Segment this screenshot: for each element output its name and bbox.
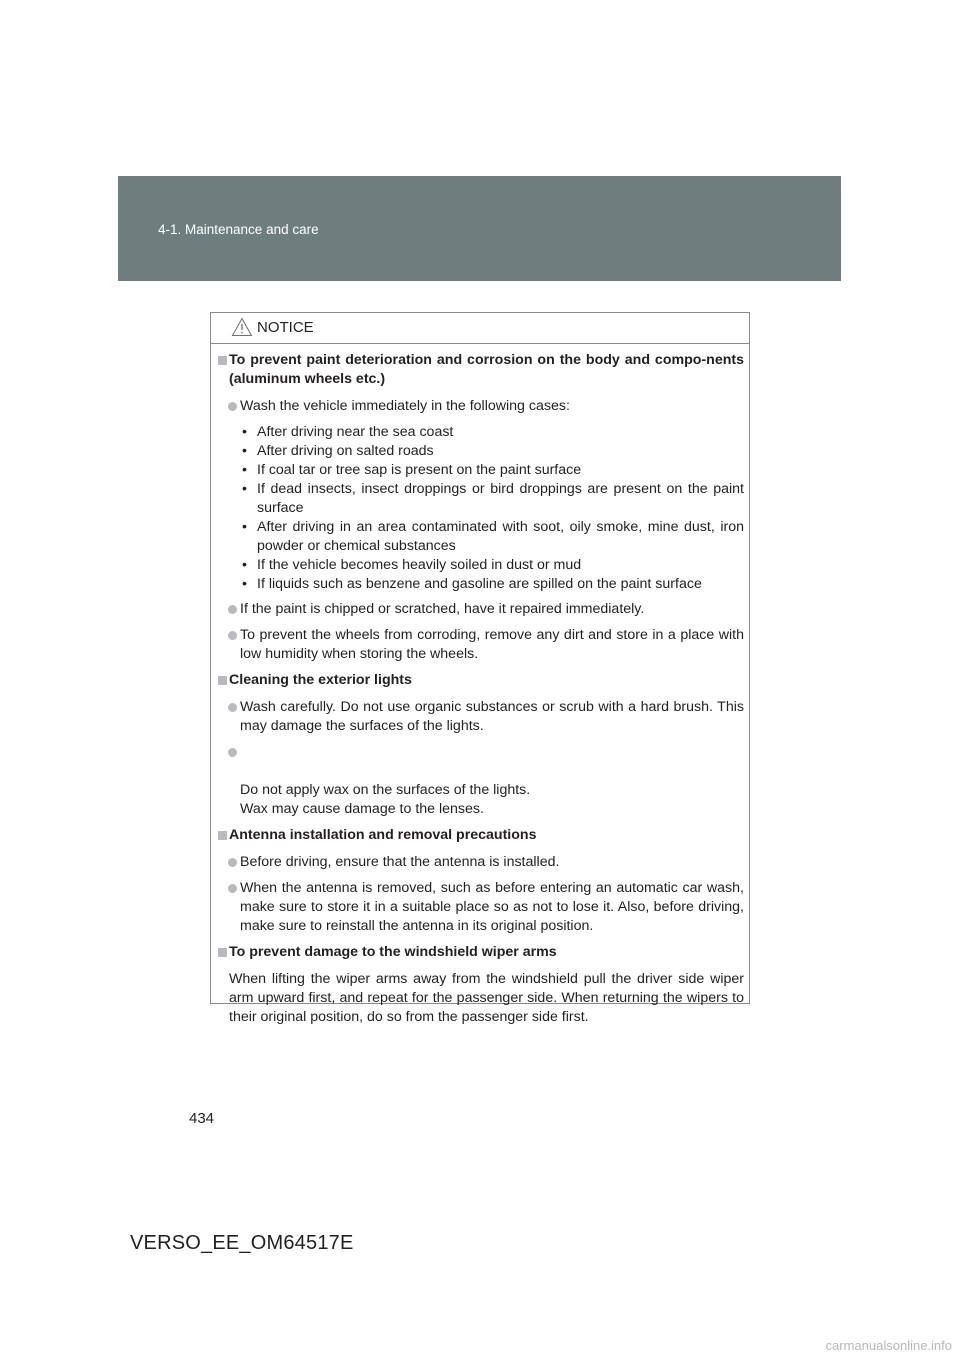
square-bullet-icon <box>218 831 227 840</box>
list-item: Wash the vehicle immediately in the following cases: <box>218 397 744 416</box>
sub-list-item: • If dead insects, insect droppings or bird droppings are present on the paint surface <box>242 481 744 516</box>
notice-title-row <box>211 313 749 344</box>
bullet-dot-icon: • <box>242 576 247 592</box>
sub-list-item: • After driving on salted roads <box>242 443 434 459</box>
bullet-dot-icon: • <box>242 519 247 535</box>
sub-list-item: • After driving in an area contaminated with soot, oily smoke, mine dust, iron powder or chemical substances <box>242 519 744 554</box>
section-title: 4-1. Maintenance and care <box>158 222 319 237</box>
notice-content <box>218 351 744 1033</box>
list-item: When the antenna is removed, such as before entering an automatic car wash, make sure to store it in a suitable place so as not to lose it. Also, before driving, make sure to reinstall the antenna in its original position. <box>218 879 744 936</box>
circle-bullet-icon <box>228 402 237 411</box>
header-band <box>118 176 841 281</box>
list-item: Before driving, ensure that the antenna is installed. <box>218 853 744 872</box>
sub-list-item: • If the vehicle becomes heavily soiled in dust or mud <box>242 557 582 573</box>
circle-bullet-icon <box>228 884 237 893</box>
section-heading-lights: Cleaning the exterior lights <box>218 671 744 690</box>
bullet-dot-icon: • <box>242 557 247 573</box>
section-heading-antenna: Antenna installation and removal precautions <box>218 826 744 845</box>
circle-bullet-icon <box>228 748 237 757</box>
bullet-dot-icon: • <box>242 462 247 478</box>
document-code: VERSO_EE_OM64517E <box>130 1232 354 1254</box>
circle-bullet-icon <box>228 858 237 867</box>
sub-list-item: • If coal tar or tree sap is present on the paint surface <box>242 462 582 478</box>
bullet-dot-icon: • <box>242 443 247 459</box>
sub-list <box>218 423 744 594</box>
page-number: 434 <box>189 1110 215 1127</box>
list-item: Do not apply wax on the surfaces of the lights. Wax may cause damage to the lenses. <box>218 743 744 819</box>
list-item: Wash carefully. Do not use organic substances or scrub with a hard brush. This may damage the surfaces of the lights. <box>218 698 744 736</box>
notice-box <box>210 312 750 1025</box>
square-bullet-icon <box>218 356 227 365</box>
bullet-dot-icon: • <box>242 424 247 440</box>
circle-bullet-icon <box>228 631 237 640</box>
sub-list-item: • If liquids such as benzene and gasoline are spilled on the paint surface <box>242 576 702 592</box>
notice-title: NOTICE <box>257 319 314 336</box>
warning-icon <box>231 317 253 337</box>
circle-bullet-icon <box>228 703 237 712</box>
bullet-dot-icon: • <box>242 481 247 497</box>
sub-list-item: • After driving near the sea coast <box>242 424 454 440</box>
square-bullet-icon <box>218 948 227 957</box>
list-item: To prevent the wheels from corroding, remove any dirt and store in a place with low humidity when storing the wheels. <box>218 626 744 664</box>
list-item: If the paint is chipped or scratched, have it repaired immediately. <box>218 600 744 619</box>
watermark: carmanualsonline.info <box>825 1338 952 1353</box>
square-bullet-icon <box>218 676 227 685</box>
section-heading-paint: To prevent paint deterioration and corrosion on the body and compo-nents (aluminum wheels etc.) <box>218 351 744 389</box>
section-heading-wiper: To prevent damage to the windshield wiper arms <box>218 943 744 962</box>
wiper-paragraph: When lifting the wiper arms away from the windshield pull the driver side wiper arm upward first, and repeat for the passenger side. When returning the wipers to their original position, do so from the passenger side first. <box>229 971 744 1025</box>
circle-bullet-icon <box>228 605 237 614</box>
